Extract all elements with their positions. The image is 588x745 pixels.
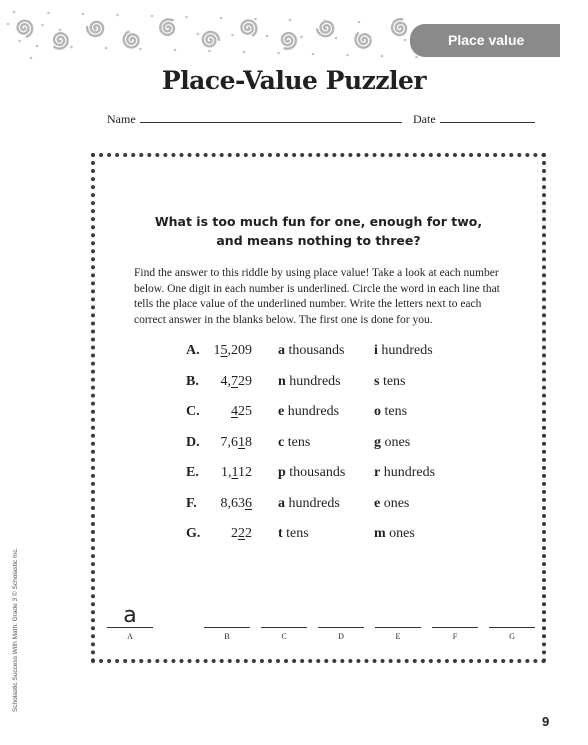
sparkle-decoration	[47, 12, 50, 15]
underlined-digit: 6	[245, 495, 252, 511]
option-text: hundreds	[285, 373, 341, 389]
answer-option[interactable]	[278, 526, 309, 542]
option-code: g	[374, 434, 381, 450]
answer-blank[interactable]	[432, 605, 478, 641]
row-letter: A.	[186, 343, 200, 358]
number-part: 2	[245, 526, 252, 541]
swirl-decoration	[241, 21, 256, 36]
sparkle-decoration	[41, 24, 44, 27]
option-text: hundreds	[285, 495, 340, 511]
option-code: a	[278, 343, 285, 358]
riddle-line-1: What is too much fun for one, enough for two,	[154, 214, 483, 229]
option-code: r	[374, 465, 381, 480]
sparkle-decoration	[381, 55, 384, 58]
sparkle-decoration	[59, 29, 62, 32]
number-part: 29	[238, 373, 252, 389]
sparkle-decoration	[93, 30, 96, 33]
swirl-decoration	[317, 22, 333, 37]
swirl-decoration	[282, 33, 296, 49]
option-code: o	[374, 404, 381, 419]
option-text: ones	[385, 526, 415, 541]
date-line[interactable]	[440, 110, 535, 123]
date-label: Date	[413, 112, 436, 126]
sparkle-decoration	[13, 11, 16, 14]
sparkle-decoration	[220, 17, 223, 20]
sparkle-decoration	[162, 32, 165, 35]
swirl-decoration	[392, 19, 406, 35]
answer-option[interactable]	[278, 343, 345, 359]
answer-blank[interactable]	[489, 605, 535, 641]
name-line[interactable]	[140, 110, 402, 123]
blank-label: E	[395, 632, 401, 641]
blank-label: F	[452, 632, 458, 641]
blank-answer[interactable]	[375, 605, 421, 628]
swirl-decoration	[124, 32, 139, 48]
riddle-line-2: and means nothing to three?	[216, 233, 421, 248]
sparkle-decoration	[139, 48, 142, 51]
answer-blank[interactable]	[261, 605, 307, 641]
underlined-digit: 7	[231, 373, 238, 389]
row-number	[200, 343, 252, 359]
option-code: i	[374, 343, 378, 358]
row-letter: G.	[186, 526, 201, 541]
number-part: 4,	[220, 373, 231, 389]
topic-tab: Place value	[410, 24, 560, 57]
answer-option[interactable]	[374, 404, 407, 420]
sparkle-decoration	[335, 37, 338, 40]
sparkle-decoration	[116, 14, 119, 17]
option-text: ones	[380, 495, 410, 511]
sparkle-decoration	[231, 34, 234, 37]
swirl-decoration	[54, 33, 68, 48]
answer-option[interactable]	[374, 496, 409, 512]
number-part: 2	[231, 526, 238, 541]
sparkle-decoration	[346, 54, 349, 57]
option-text: tens	[282, 526, 309, 541]
sparkle-decoration	[30, 57, 33, 60]
sparkle-decoration	[36, 45, 39, 48]
option-text: hundreds	[377, 343, 433, 358]
sparkle-decoration	[151, 15, 154, 18]
option-text: tens	[381, 404, 408, 419]
blank-answer[interactable]	[432, 605, 478, 628]
option-code: c	[278, 434, 285, 450]
row-letter: C.	[186, 404, 200, 419]
sparkle-decoration	[174, 49, 177, 52]
answer-blank[interactable]	[204, 605, 250, 641]
blank-answer[interactable]: a	[107, 605, 153, 628]
number-part: 1,	[221, 465, 232, 480]
option-text: ones	[381, 434, 411, 450]
option-text: thousands	[285, 465, 346, 480]
sparkle-decoration	[312, 53, 315, 56]
sparkle-decoration	[266, 35, 269, 38]
option-code: p	[278, 465, 286, 480]
row-letter: E.	[186, 465, 199, 480]
answer-option[interactable]	[278, 404, 339, 420]
row-letter: D.	[186, 434, 200, 450]
sparkle-decoration	[82, 13, 85, 16]
answer-blank[interactable]	[318, 605, 364, 641]
answer-option[interactable]	[374, 465, 435, 481]
sparkle-decoration	[254, 18, 257, 21]
sparkle-decoration	[128, 31, 131, 34]
row-letter: F.	[186, 495, 197, 511]
number-part: 12	[238, 465, 252, 480]
name-field[interactable]	[107, 110, 402, 127]
answer-blank[interactable]	[107, 605, 153, 641]
instructions: Find the answer to this riddle by using place value! Take a look at each number below. One digit in each number is underlined. Circle the word in each line that tells the place value of the underlined number. Write the letters next to each correct answer in the blanks below. The first one is done for you.	[134, 267, 500, 326]
swirl-decoration	[356, 33, 371, 47]
row-number	[200, 435, 252, 451]
sparkle-decoration	[7, 23, 10, 26]
option-text: thousands	[285, 343, 345, 358]
blank-answer[interactable]	[261, 605, 307, 628]
blank-label: A	[127, 632, 133, 641]
option-code: n	[278, 373, 286, 389]
sparkle-decoration	[369, 38, 372, 41]
sparkle-decoration	[289, 19, 292, 22]
number-part: 8,63	[220, 495, 245, 511]
answer-option[interactable]	[278, 496, 340, 512]
option-text: tens	[379, 373, 406, 389]
blank-answer[interactable]	[204, 605, 250, 628]
sparkle-decoration	[18, 40, 21, 43]
sparkle-decoration	[24, 28, 27, 31]
sparkle-decoration	[323, 20, 326, 23]
name-label: Name	[107, 112, 136, 126]
date-field[interactable]	[413, 110, 535, 127]
option-code: t	[278, 526, 283, 541]
sparkle-decoration	[208, 50, 211, 53]
riddle	[96, 212, 541, 250]
blank-answer[interactable]	[489, 605, 535, 628]
number-part: 7,6	[220, 434, 238, 450]
row-number	[200, 496, 252, 512]
sparkle-decoration	[197, 33, 200, 36]
option-code: e	[374, 495, 381, 511]
option-code: m	[374, 526, 386, 541]
blank-answer[interactable]	[318, 605, 364, 628]
row-number	[200, 526, 252, 542]
sparkle-decoration	[404, 39, 407, 42]
swirl-decoration	[160, 19, 174, 34]
underlined-digit: 5	[220, 343, 228, 358]
answer-option[interactable]	[374, 343, 433, 359]
copyright-credit: Scholastic Success With Math: Grade 3 © Scholastic Inc.	[12, 547, 19, 712]
underlined-digit: 2	[238, 526, 245, 541]
answer-option[interactable]	[278, 465, 345, 481]
swirl-decoration	[87, 22, 103, 36]
answer-option[interactable]	[374, 435, 410, 451]
blank-label: B	[224, 632, 230, 641]
answer-option[interactable]	[374, 526, 415, 542]
number-part: 8	[245, 434, 252, 450]
answer-option[interactable]	[278, 374, 341, 390]
number-part: 1	[213, 343, 221, 358]
sparkle-decoration	[105, 47, 108, 50]
row-letter: B.	[186, 373, 199, 389]
number-part: ,209	[227, 343, 252, 358]
sparkle-decoration	[185, 16, 188, 19]
answer-option[interactable]	[278, 435, 310, 451]
option-text: hundreds	[380, 465, 436, 480]
row-number	[200, 465, 252, 481]
underlined-digit: 1	[238, 434, 245, 450]
number-part: 25	[238, 404, 252, 419]
option-code: e	[278, 404, 285, 419]
page-title: Place-Value Puzzler	[161, 66, 427, 95]
option-text: tens	[284, 434, 311, 450]
answer-option[interactable]	[374, 374, 406, 390]
sparkle-decoration	[358, 21, 361, 24]
row-number	[200, 374, 252, 390]
sparkle-decoration	[300, 36, 303, 39]
blank-label: C	[281, 632, 287, 641]
answer-blank[interactable]	[375, 605, 421, 641]
option-text: hundreds	[284, 404, 340, 419]
option-code: a	[278, 495, 285, 511]
underlined-digit: 1	[231, 465, 238, 480]
sparkle-decoration	[415, 56, 418, 59]
sparkle-decoration	[392, 22, 395, 25]
sparkle-decoration	[243, 51, 246, 54]
blank-label: G	[509, 632, 515, 641]
page-number: 9	[542, 714, 550, 729]
row-number	[200, 404, 252, 420]
option-code: s	[374, 373, 380, 389]
blank-label: D	[338, 632, 344, 641]
underlined-digit: 4	[231, 404, 238, 419]
sparkle-decoration	[277, 52, 280, 55]
swirl-decoration	[203, 32, 219, 46]
sparkle-decoration	[70, 46, 73, 49]
